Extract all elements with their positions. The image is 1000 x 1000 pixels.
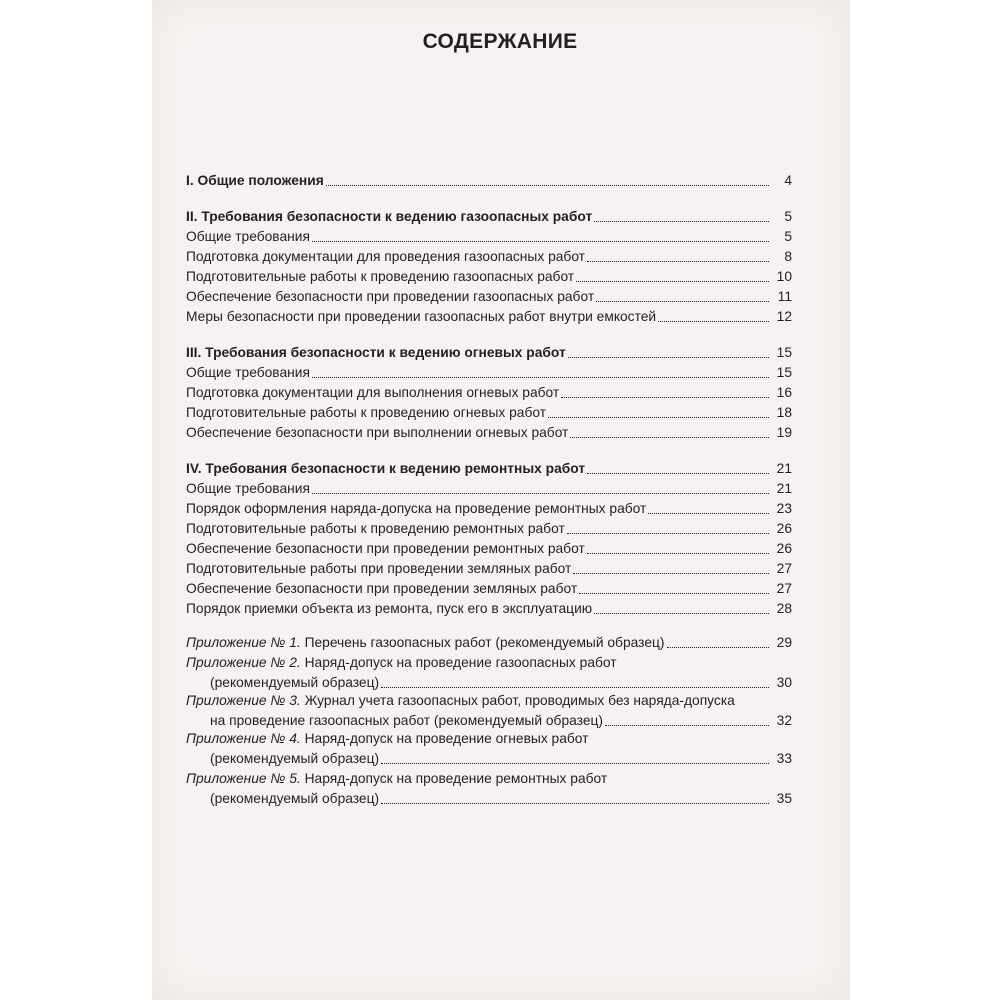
page-number: 8 bbox=[784, 249, 792, 264]
dot-leader bbox=[587, 473, 769, 474]
dot-leader bbox=[576, 281, 769, 282]
appendix-label: Приложение № 5. bbox=[186, 771, 301, 786]
toc-entry-text: (рекомендуемый образец) bbox=[210, 675, 380, 690]
toc-entry bbox=[186, 558, 792, 578]
toc-appendix bbox=[186, 690, 792, 710]
page-number: 12 bbox=[776, 309, 792, 324]
toc-entry-text: Подготовка документации для проведения газоопасных работ bbox=[186, 249, 586, 264]
toc-appendix bbox=[186, 632, 792, 652]
dot-leader bbox=[381, 763, 769, 764]
toc-appendix-continuation bbox=[210, 748, 792, 768]
page-number: 26 bbox=[776, 521, 792, 536]
toc-entry-text: на проведение газоопасных работ (рекомендуемый образец) bbox=[210, 713, 603, 728]
toc-entry bbox=[186, 266, 792, 286]
appendix-label: Приложение № 4. bbox=[186, 731, 301, 746]
dot-leader bbox=[568, 357, 769, 358]
page-number: 26 bbox=[776, 541, 792, 556]
toc-entry-text: Подготовительные работы к проведению газоопасных работ bbox=[186, 269, 575, 284]
page-number: 29 bbox=[776, 635, 792, 650]
appendix-label: Приложение № 1. bbox=[186, 635, 301, 650]
appendix-title: Журнал учета газоопасных работ, проводимых без наряда-допуска bbox=[304, 693, 735, 708]
toc-entry-text: III. Требования безопасности к ведению огневых работ bbox=[186, 345, 566, 360]
toc-entry bbox=[186, 498, 792, 518]
toc-entry-text: II. Требования безопасности к ведению газоопасных работ bbox=[186, 209, 593, 224]
toc-entry bbox=[186, 306, 792, 326]
appendix-title: Наряд-допуск на проведение ремонтных работ bbox=[304, 771, 608, 786]
dot-leader bbox=[594, 613, 769, 614]
dot-leader bbox=[570, 437, 769, 438]
toc-entry-text: Общие требования bbox=[186, 365, 310, 380]
toc-entry bbox=[186, 422, 792, 442]
toc-appendix-text bbox=[186, 654, 617, 672]
dot-leader bbox=[561, 397, 769, 398]
appendix-label: Приложение № 2. bbox=[186, 655, 301, 670]
dot-leader bbox=[587, 553, 769, 554]
toc-entry bbox=[186, 598, 792, 618]
dot-leader bbox=[587, 261, 769, 262]
toc-appendix-continuation bbox=[210, 710, 792, 730]
toc-entry-text: IV. Требования безопасности к ведению ремонтных работ bbox=[186, 461, 586, 476]
dot-leader bbox=[658, 321, 769, 322]
dot-leader bbox=[381, 803, 769, 804]
toc-section-heading bbox=[186, 206, 792, 226]
toc-entry bbox=[186, 226, 792, 246]
toc-appendix-text bbox=[186, 692, 735, 710]
page-number: 4 bbox=[784, 173, 792, 188]
toc-section-heading bbox=[186, 342, 792, 362]
toc-entry bbox=[186, 362, 792, 382]
toc-entry bbox=[186, 382, 792, 402]
page-number: 19 bbox=[776, 425, 792, 440]
toc-appendix bbox=[186, 728, 792, 748]
dot-leader bbox=[312, 493, 769, 494]
appendix-label: Приложение № 3. bbox=[186, 693, 301, 708]
toc-entry-text: Подготовительные работы к проведению ремонтных работ bbox=[186, 521, 565, 536]
page-number: 11 bbox=[777, 289, 792, 304]
toc-entry-text: Обеспечение безопасности при выполнении огневых работ bbox=[186, 425, 569, 440]
dot-leader bbox=[381, 687, 769, 688]
page-number: 21 bbox=[776, 481, 792, 496]
toc-appendix-text bbox=[186, 730, 589, 748]
toc-entry bbox=[186, 286, 792, 306]
toc-entry-text: (рекомендуемый образец) bbox=[210, 791, 380, 806]
page-number: 23 bbox=[776, 501, 792, 516]
dot-leader bbox=[579, 593, 769, 594]
toc-appendix-text bbox=[186, 634, 665, 652]
page-number: 27 bbox=[776, 581, 792, 596]
toc-entry-text: (рекомендуемый образец) bbox=[210, 751, 380, 766]
toc-entry-text: Обеспечение безопасности при проведении земляных работ bbox=[186, 581, 578, 596]
toc-entry-text: Обеспечение безопасности при проведении ремонтных работ bbox=[186, 541, 585, 556]
toc-entry-text: Подготовка документации для выполнения огневых работ bbox=[186, 385, 560, 400]
toc-entry bbox=[186, 246, 792, 266]
toc-entry-text: Порядок приемки объекта из ремонта, пуск его в эксплуатацию bbox=[186, 601, 593, 616]
appendix-title: Перечень газоопасных работ (рекомендуемый образец) bbox=[304, 635, 665, 650]
toc-entry-text: Обеспечение безопасности при проведении газоопасных работ bbox=[186, 289, 595, 304]
toc-entry-text: Подготовительные работы при проведении земляных работ bbox=[186, 561, 572, 576]
toc-entry bbox=[186, 478, 792, 498]
toc-entry-text: Общие требования bbox=[186, 481, 310, 496]
toc-appendix-text bbox=[186, 770, 607, 788]
toc-entry bbox=[186, 538, 792, 558]
toc-appendix-continuation bbox=[210, 672, 792, 692]
toc-entry bbox=[186, 518, 792, 538]
dot-leader bbox=[605, 725, 769, 726]
toc-entry bbox=[186, 402, 792, 422]
page-number: 27 bbox=[776, 561, 792, 576]
toc-entry-text: Общие требования bbox=[186, 229, 310, 244]
page-number: 18 bbox=[776, 405, 792, 420]
dot-leader bbox=[648, 513, 769, 514]
toc-appendix bbox=[186, 652, 792, 672]
dot-leader bbox=[312, 241, 769, 242]
page-number: 5 bbox=[784, 209, 792, 224]
appendix-title: Наряд-допуск на проведение газоопасных работ bbox=[304, 655, 617, 670]
toc-entry-text: I. Общие положения bbox=[186, 173, 324, 188]
dot-leader bbox=[594, 221, 769, 222]
page-number: 33 bbox=[776, 751, 792, 766]
toc-section-heading bbox=[186, 170, 792, 190]
page-number: 21 bbox=[776, 461, 792, 476]
dot-leader bbox=[548, 417, 769, 418]
page-number: 35 bbox=[776, 791, 792, 806]
page-number: 30 bbox=[776, 675, 792, 690]
toc-entry-text: Порядок оформления наряда-допуска на проведение ремонтных работ bbox=[186, 501, 647, 516]
toc-entry bbox=[186, 578, 792, 598]
dot-leader bbox=[667, 647, 770, 648]
toc-entry-text: Подготовительные работы к проведению огневых работ bbox=[186, 405, 547, 420]
page-number: 15 bbox=[776, 345, 792, 360]
page-number: 15 bbox=[776, 365, 792, 380]
page-number: 5 bbox=[784, 229, 792, 244]
appendix-title: Наряд-допуск на проведение огневых работ bbox=[304, 731, 589, 746]
dot-leader bbox=[312, 377, 769, 378]
toc-appendix-continuation bbox=[210, 788, 792, 808]
dot-leader bbox=[326, 185, 769, 186]
toc-appendix bbox=[186, 768, 792, 788]
dot-leader bbox=[573, 573, 769, 574]
toc-entry-text: Меры безопасности при проведении газоопасных работ внутри емкостей bbox=[186, 309, 657, 324]
page-number: 28 bbox=[776, 601, 792, 616]
page-number: 32 bbox=[776, 713, 792, 728]
dot-leader bbox=[567, 533, 769, 534]
toc-section-heading bbox=[186, 458, 792, 478]
dot-leader bbox=[596, 301, 769, 302]
page-title: СОДЕРЖАНИЕ bbox=[422, 30, 578, 53]
page-number: 16 bbox=[776, 385, 792, 400]
page-number: 10 bbox=[776, 269, 792, 284]
